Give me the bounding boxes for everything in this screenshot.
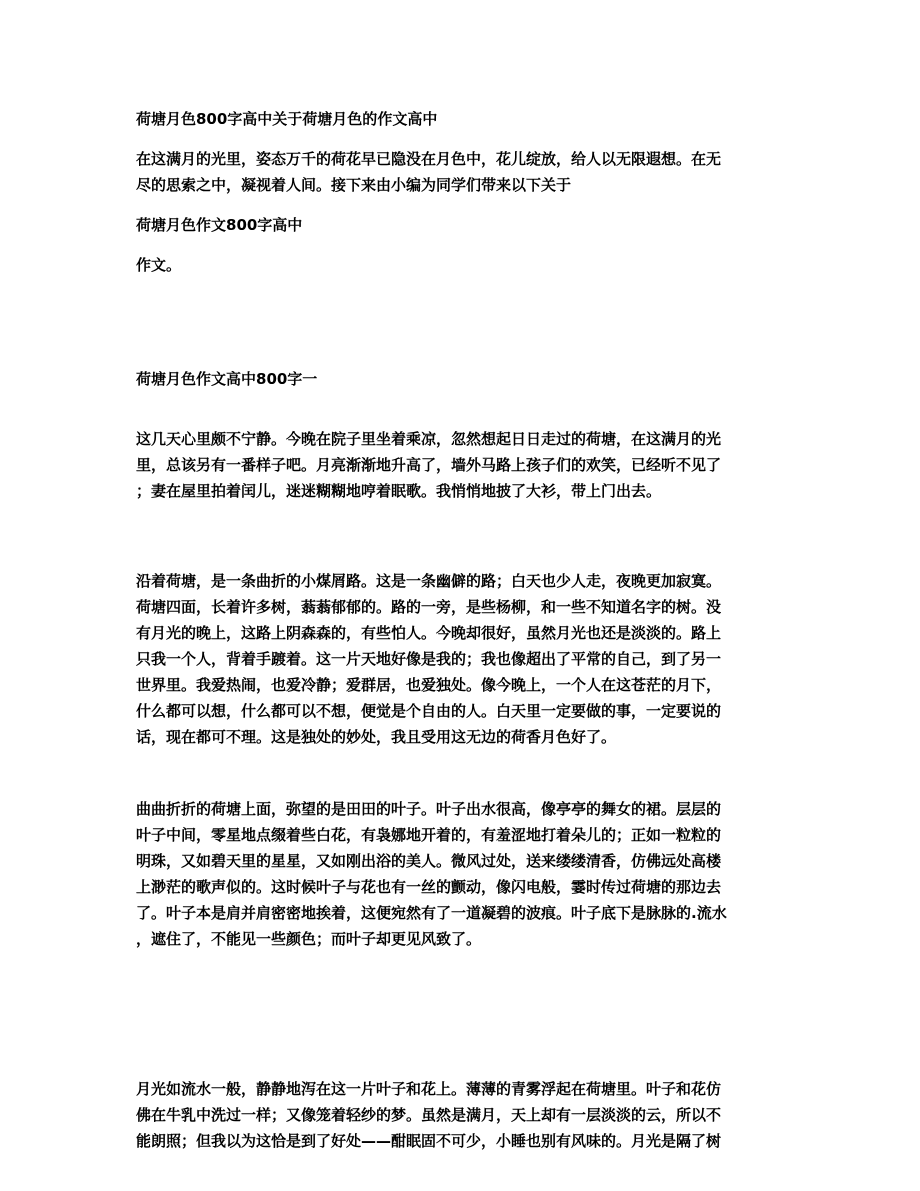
paragraph-line: 世界里。我爱热闹，也爱冷静；爱群居，也爱独处。像今晚上，一个人在这苍茫的月下，	[136, 676, 722, 694]
body-paragraph-1	[136, 426, 784, 504]
intro-line: 在这满月的光里，姿态万千的荷花早已隐没在月色中，花儿绽放，给人以无限遐想。在无	[136, 150, 722, 168]
paragraph-line: 什么都可以想，什么都可以不想，便觉是个自由的人。白天里一定要做的事，一定要说的	[136, 702, 722, 720]
paragraph-line: 上渺茫的歌声似的。这时候叶子与花也有一丝的颤动，像闪电般，霎时传过荷塘的那边去	[136, 878, 722, 896]
paragraph-line: ，遮住了，不能见一些颜色；而叶子却更见风致了。	[136, 930, 482, 948]
paragraph-line: 这几天心里颇不宁静。今晚在院子里坐着乘凉，忽然想起日日走过的荷塘，在这满月的光	[136, 430, 722, 448]
paragraph-line: ；妻在屋里拍着闰儿，迷迷糊糊地哼着眠歌。我悄悄地披了大衫，带上门出去。	[136, 482, 662, 500]
paragraph-line: 沿着荷塘，是一条曲折的小煤屑路。这是一条幽僻的路；白天也少人走，夜晚更加寂寞。	[136, 572, 722, 590]
section-heading: 荷塘月色作文高中800字一	[136, 370, 318, 388]
paragraph-line: 话，现在都可不理。这是独处的妙处，我且受用这无边的荷香月色好了。	[136, 728, 617, 746]
subtitle-tail: 作文。	[136, 256, 182, 274]
paragraph-line: 佛在牛乳中洗过一样；又像笼着轻纱的梦。虽然是满月，天上却有一层淡淡的云，所以不	[136, 1106, 722, 1124]
paragraph-line: 月光如流水一般，静静地泻在这一片叶子和花上。薄薄的青雾浮起在荷塘里。叶子和花仿	[136, 1080, 722, 1098]
subtitle: 荷塘月色作文800字高中	[136, 216, 303, 234]
body-paragraph-3	[136, 796, 784, 952]
paragraph-line: 荷塘四面，长着许多树，蓊蓊郁郁的。路的一旁，是些杨柳，和一些不知道名字的树。没	[136, 598, 722, 616]
paragraph-line: 里，总该另有一番样子吧。月亮渐渐地升高了，墙外马路上孩子们的欢笑，已经听不见了	[136, 456, 722, 474]
intro-line: 尽的思索之中，凝视着人间。接下来由小编为同学们带来以下关于	[136, 176, 572, 194]
paragraph-line: 曲曲折折的荷塘上面，弥望的是田田的叶子。叶子出水很高，像亭亭的舞女的裙。层层的	[136, 800, 722, 818]
body-paragraph-2	[136, 568, 784, 750]
paragraph-line: 有月光的晚上，这路上阴森森的，有些怕人。今晚却很好，虽然月光也还是淡淡的。路上	[136, 624, 722, 642]
body-paragraph-4	[136, 1076, 784, 1154]
paragraph-line: 能朗照；但我以为这恰是到了好处——酣眠固不可少，小睡也别有风味的。月光是隔了树	[136, 1132, 722, 1150]
paragraph-line: 了。叶子本是肩并肩密密地挨着，这便宛然有了一道凝碧的波痕。叶子底下是脉脉的.流水	[136, 904, 727, 922]
page-title: 荷塘月色800字高中关于荷塘月色的作文高中	[136, 110, 438, 128]
paragraph-line: 叶子中间，零星地点缀着些白花，有袅娜地开着的，有羞涩地打着朵儿的；正如一粒粒的	[136, 826, 722, 844]
paragraph-line: 只我一个人，背着手踱着。这一片天地好像是我的；我也像超出了平常的自己，到了另一	[136, 650, 722, 668]
paragraph-line: 明珠，又如碧天里的星星，又如刚出浴的美人。微风过处，送来缕缕清香，仿佛远处高楼	[136, 852, 722, 870]
intro-paragraph	[136, 146, 784, 198]
